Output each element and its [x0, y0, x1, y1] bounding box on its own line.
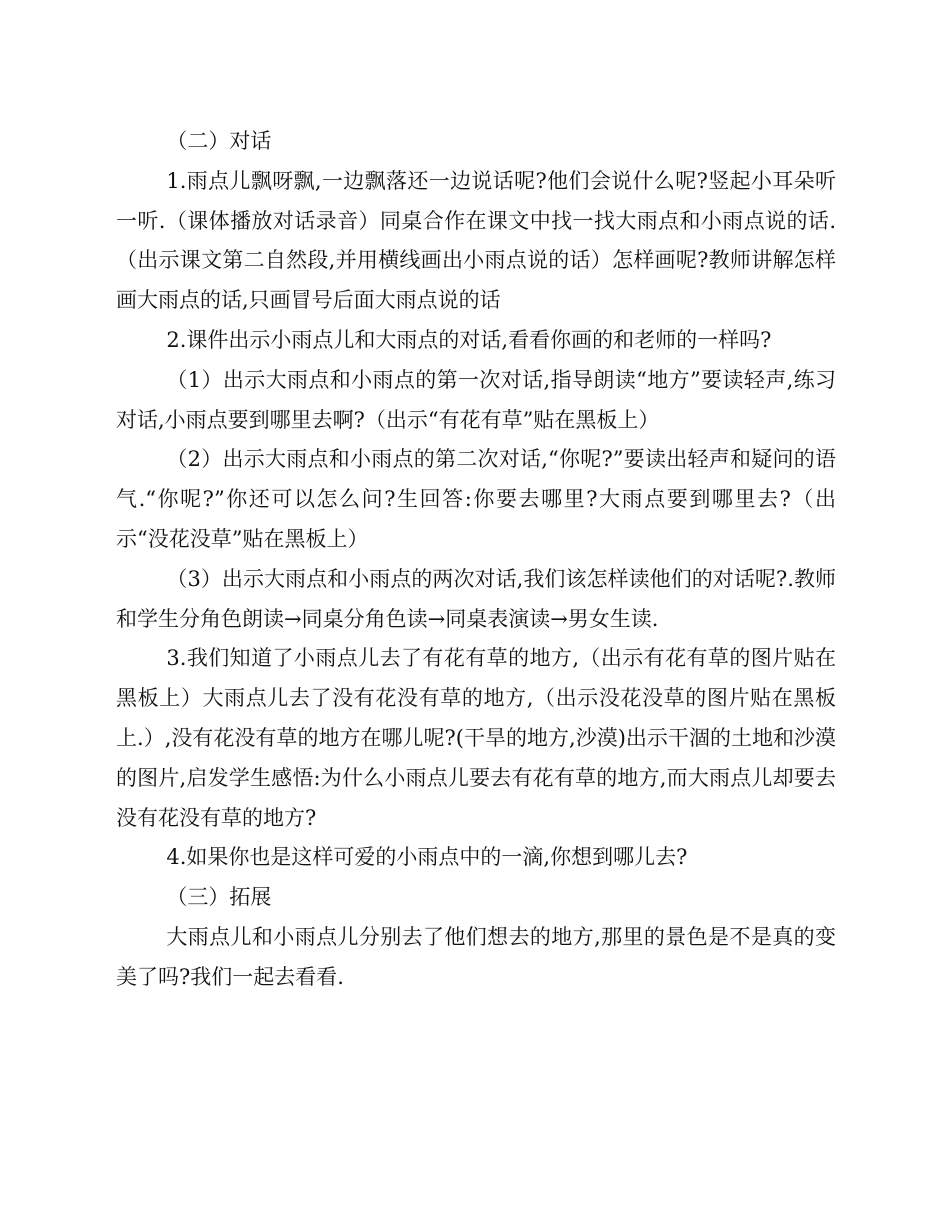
section-heading-dialogue: （二）对话 — [166, 129, 272, 153]
paragraph-2-2: （2）出示大雨点和小雨点的第二次对话,“你呢?”要读出轻声和疑问的语气.“你呢?”你还可以怎么问?生回答:你要去哪里?大雨点要到哪里去?（出示“没花没草”贴在黑板上） — [116, 447, 836, 551]
paragraph-2: 2.课件出示小雨点儿和大雨点的对话,看看你画的和老师的一样吗? — [166, 327, 772, 352]
paragraph-4: 4.如果你也是这样可爱的小雨点中的一滴,你想到哪儿去? — [166, 845, 688, 870]
section-heading-extension: （三）拓展 — [166, 885, 272, 910]
paragraph-1: 1.雨点儿飘呀飘,一边飘落还一边说话呢?他们会说什么呢?竖起小耳朵听一听.（课体播放对话录音）同桌合作在课文中找一找大雨点和小雨点说的话.（出示课文第二自然段,并用横线画出小雨点说的话）怎样画呢?教师讲解怎样画大雨点的话,只画冒号后面大雨点说的话 — [116, 168, 836, 313]
closing-paragraph: 大雨点儿和小雨点儿分别去了他们想去的地方,那里的景色是不是真的变美了吗?我们一起去看看. — [116, 924, 836, 989]
paragraph-2-1: （1）出示大雨点和小雨点的第一次对话,指导朗读“地方”要读轻声,练习对话,小雨点要到哪里去啊?（出示“有花有草”贴在黑板上） — [116, 367, 836, 432]
paragraph-2-3: （3）出示大雨点和小雨点的两次对话,我们该怎样读他们的对话呢?.教师和学生分角色朗读→同桌分角色读→同桌表演读→男女生读. — [116, 566, 836, 631]
paragraph-3: 3.我们知道了小雨点儿去了有花有草的地方,（出示有花有草的图片贴在黑板上）大雨点儿去了没有花没有草的地方,（出示没花没草的图片贴在黑板上.）,没有花没有草的地方在哪儿呢?(干旱的地方,沙漠)出示干涸的土地和沙漠的图片,启发学生感悟:为什么小雨点儿要去有花有草的地方,而大雨点儿却要去没有花没有草的地方? — [116, 646, 836, 830]
